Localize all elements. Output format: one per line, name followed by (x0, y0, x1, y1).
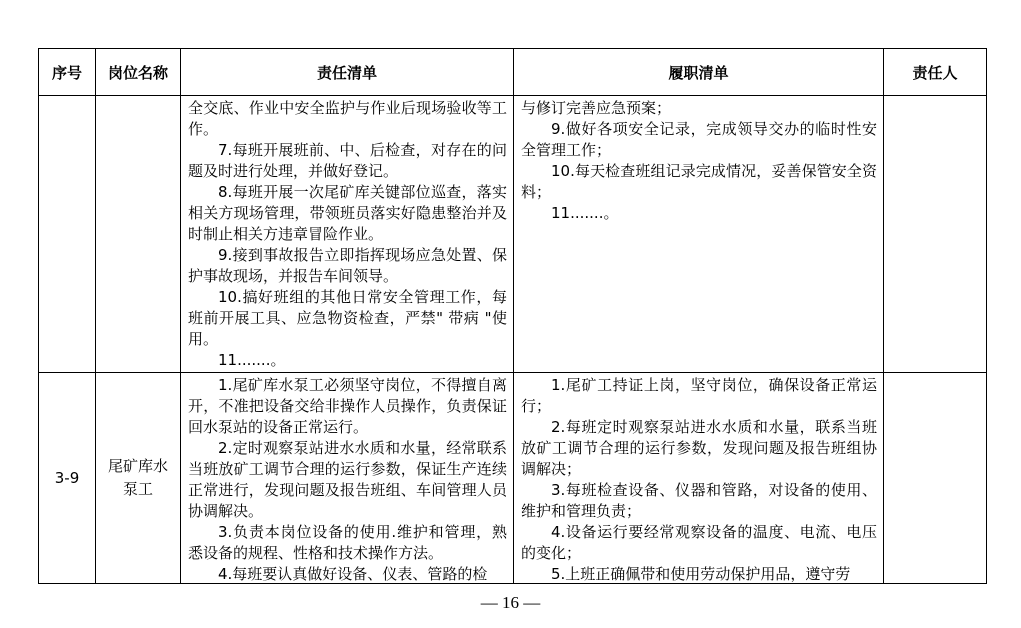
performance-item: 4.设备运行要经常观察设备的温度、电流、电压的变化； (521, 523, 877, 562)
header-position: 岗位名称 (96, 49, 181, 96)
header-duty: 责任清单 (181, 49, 514, 96)
duty-item: 2.定时观察泵站进水水质和水量，经常联系当班放矿工调节合理的运行参数，保证生产连续正常进行，发现问题及报告班组、车间管理人员协调解决。 (188, 439, 507, 520)
duty-item: 8.每班开展一次尾矿库关键部位巡查，落实相关方现场管理，带领班员落实好隐患整治并及时制止相关方违章冒险作业。 (188, 183, 507, 243)
duty-cell (181, 373, 514, 584)
duty-item: 全交底、作业中安全监护与作业后现场验收等工作。 (188, 99, 507, 138)
duty-cell (181, 96, 514, 373)
header-index: 序号 (39, 49, 96, 96)
performance-item: 5.上班正确佩带和使用劳动保护用品，遵守劳 (551, 565, 851, 582)
table-row (39, 373, 987, 584)
page-number: — 16 — (480, 593, 541, 612)
duty-item: 1.尾矿库水泵工必须坚守岗位，不得擅自离开，不准把设备交给非操作人员操作，负责保证回水泵站的设备正常运行。 (188, 376, 507, 436)
performance-cell (514, 373, 884, 584)
duty-item: 4.每班要认真做好设备、仪表、管路的检 (218, 565, 488, 582)
duty-item: 10.搞好班组的其他日常安全管理工作，每班前开展工具、应急物资检查，严禁" 带病 "使用。 (188, 288, 507, 348)
performance-item: 10.每天检查班组记录完成情况，妥善保管安全资料； (521, 162, 877, 201)
performance-item: 3.每班检查设备、仪器和管路，对设备的使用、维护和管理负责； (521, 481, 877, 520)
responsible-cell (884, 96, 987, 373)
index-cell (39, 96, 96, 373)
table-header-row (39, 49, 987, 96)
performance-item: 1.尾矿工持证上岗，坚守岗位，确保设备正常运行； (521, 376, 877, 415)
header-performance: 履职清单 (514, 49, 884, 96)
performance-item: 2.每班定时观察泵站进水水质和水量，联系当班放矿工调节合理的运行参数，发现问题及报告班组协调解决； (521, 418, 877, 478)
position-cell (96, 373, 181, 584)
duty-item: 11.......。 (218, 351, 286, 369)
performance-cell-content (514, 373, 883, 582)
duty-item: 7.每班开展班前、中、后检查，对存在的问题及时进行处理，并做好登记。 (188, 141, 507, 180)
duty-cell-content (181, 96, 513, 371)
table-row (39, 96, 987, 373)
responsible-cell (884, 373, 987, 584)
duty-cell-content (181, 373, 513, 582)
index-cell: 3-9 (39, 373, 96, 584)
performance-item: 9.做好各项安全记录，完成领导交办的临时性安全管理工作； (521, 120, 877, 159)
position-cell (96, 96, 181, 373)
duty-item: 3.负责本岗位设备的使用.维护和管理，熟悉设备的规程、性格和技术操作方法。 (188, 523, 507, 562)
performance-cell-content (514, 96, 883, 371)
position-name: 尾矿库水泵工 (107, 457, 168, 498)
performance-item: 11.......。 (551, 204, 619, 222)
header-responsible: 责任人 (884, 49, 987, 96)
duty-item: 9.接到事故报告立即指挥现场应急处置、保护事故现场，并报告车间领导。 (188, 246, 507, 285)
performance-item: 与修订完善应急预案； (521, 99, 672, 117)
performance-cell (514, 96, 884, 373)
responsibility-table (38, 48, 987, 584)
